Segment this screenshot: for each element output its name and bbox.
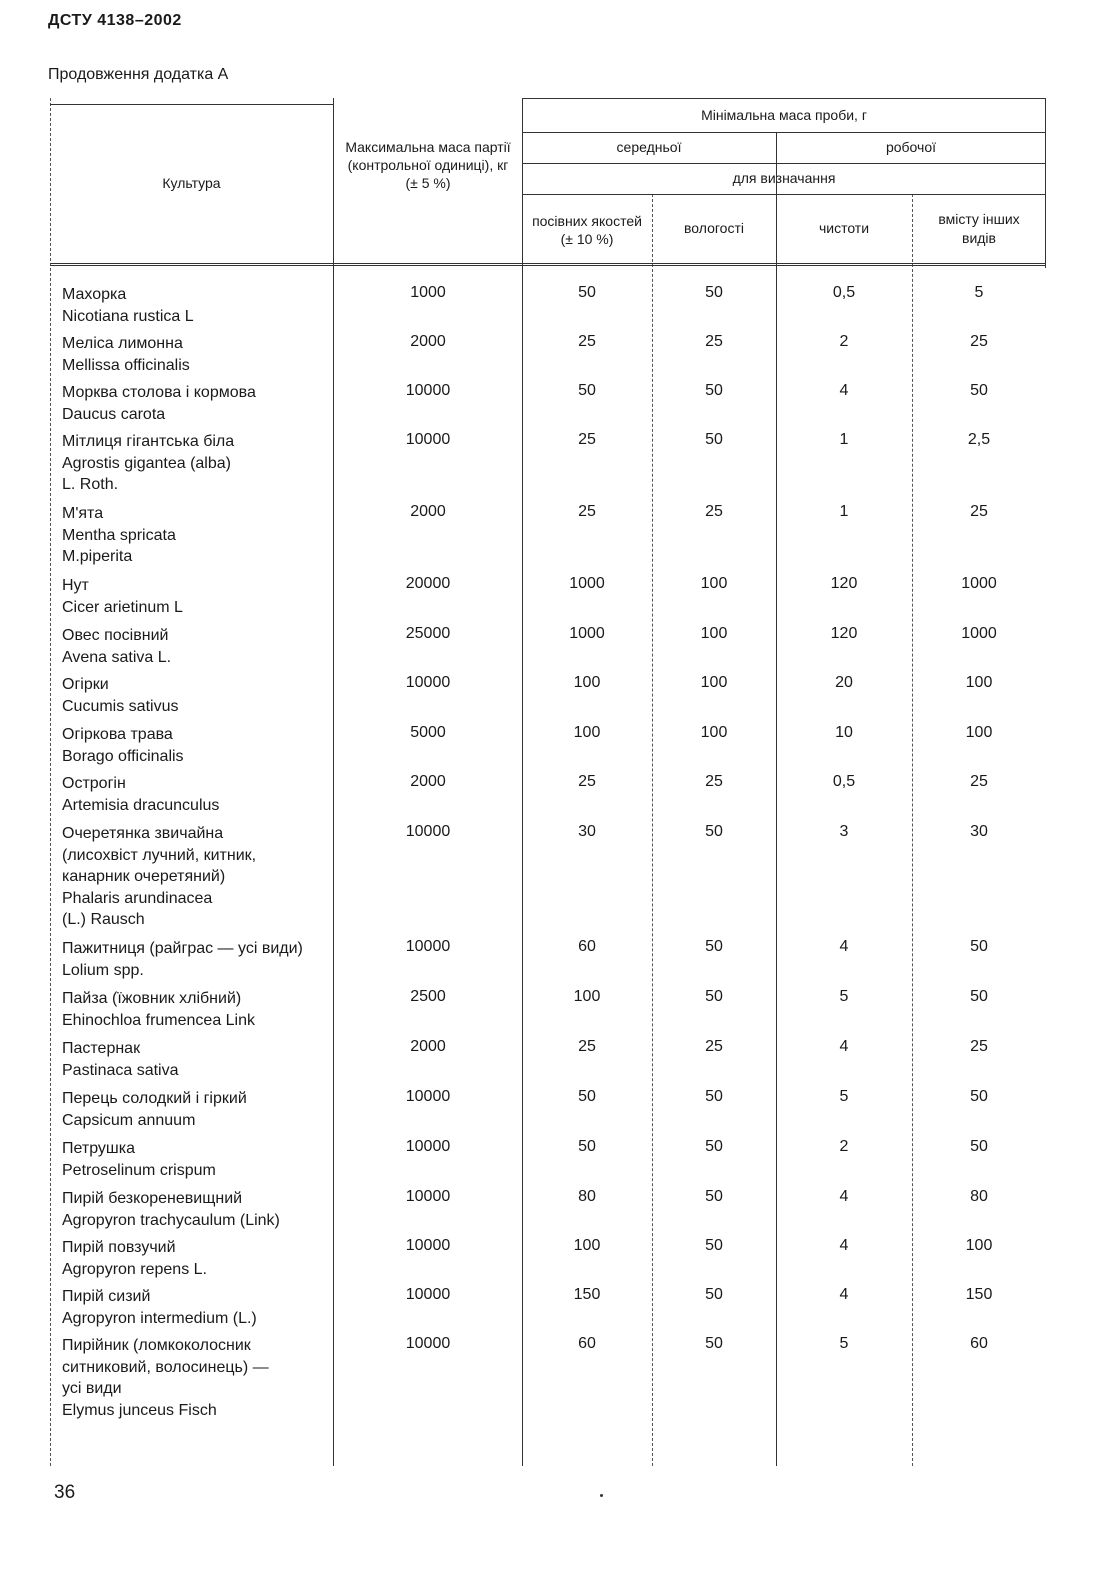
max-mass-cell: 5000: [410, 724, 446, 741]
crop-name-cell: [62, 1088, 332, 1131]
purity-cell: 1: [839, 431, 849, 448]
crop-name-line: Nicotiana rustica L: [62, 307, 194, 325]
moisture-cell: 25: [705, 1038, 723, 1055]
document-code: ДСТУ 4138–2002: [48, 12, 182, 29]
page-number: 36: [54, 1482, 76, 1503]
sowing-cell: 60: [578, 938, 596, 955]
crop-name: Пайза (їжовник хлібний): [62, 990, 242, 1007]
purity-cell: 5: [839, 1088, 849, 1105]
table-row: [50, 565, 1046, 615]
header-sowing: посівних якостей (± 10 %): [532, 212, 642, 247]
crop-name-cell: [62, 823, 332, 931]
sowing-cell: 25: [578, 1038, 596, 1055]
max-mass-cell: 10000: [405, 1138, 451, 1155]
other-species-cell: 100: [965, 674, 993, 691]
moisture-cell: 50: [705, 382, 723, 399]
crop-name: Морква столова і кормова: [62, 384, 256, 401]
crop-name-cell: [62, 625, 332, 668]
crop-name-line: усі види: [62, 1380, 122, 1397]
moisture-cell: 100: [700, 625, 728, 642]
sowing-cell: 100: [573, 674, 601, 691]
sowing-cell: 25: [578, 333, 596, 350]
crop-name-line: Artemisia dracunculus: [62, 796, 220, 814]
moisture-cell: 100: [700, 575, 728, 592]
max-mass-cell: 10000: [405, 1286, 451, 1303]
scan-dot: [600, 1494, 603, 1497]
header-min-mass: Мінімальна маса проби, г: [701, 106, 867, 123]
crop-name: Острогін: [62, 775, 126, 792]
continuation-title: Продовження додатка А: [48, 66, 229, 83]
sowing-cell: 50: [578, 284, 596, 301]
crop-name-line: Pastinaca sativa: [62, 1061, 179, 1079]
crop-name: Петрушка: [62, 1140, 135, 1157]
crop-name: Перець солодкий і гіркий: [62, 1090, 247, 1107]
crop-name: Овес посівний: [62, 627, 169, 644]
crop-name-cell: [62, 431, 332, 496]
sowing-cell: 50: [578, 382, 596, 399]
other-species-cell: 25: [970, 333, 988, 350]
crop-name: Махорка: [62, 286, 127, 303]
crop-name-cell: [62, 773, 332, 816]
table-row: [50, 813, 1046, 928]
table-body: [50, 274, 1046, 1419]
purity-cell: 120: [830, 575, 858, 592]
moisture-cell: 50: [705, 823, 723, 840]
other-species-cell: 50: [970, 938, 988, 955]
crop-name-line: Agropyron trachycaulum (Link): [62, 1211, 280, 1229]
max-mass-cell: 20000: [405, 575, 451, 592]
crop-name: М'ята: [62, 505, 104, 522]
sowing-cell: 100: [573, 724, 601, 741]
moisture-cell: 50: [705, 1188, 723, 1205]
table-row: [50, 714, 1046, 763]
crop-name-cell: [62, 284, 332, 327]
crop-name-cell: [62, 1286, 332, 1329]
crop-name-cell: [62, 1138, 332, 1181]
crop-name-line: Lolium spp.: [62, 961, 144, 979]
other-species-cell: 100: [965, 724, 993, 741]
crop-name: Пажитниця (райграс — усі види): [62, 940, 303, 957]
table-row: [50, 274, 1046, 323]
other-species-cell: 50: [970, 1138, 988, 1155]
moisture-cell: 25: [705, 503, 723, 520]
max-mass-cell: 10000: [405, 1188, 451, 1205]
header-moisture: вологості: [684, 220, 744, 237]
sowing-cell: 30: [578, 823, 596, 840]
crop-name: Пирій безкореневищний: [62, 1190, 243, 1207]
sowing-cell: 25: [578, 503, 596, 520]
crop-name-cell: [62, 938, 332, 981]
crop-name-cell: [62, 382, 332, 425]
crop-name-line: канарник очеретяний): [62, 868, 226, 885]
crop-name-cell: [62, 333, 332, 376]
header-determination: для визначання: [732, 170, 836, 187]
table-row: [50, 763, 1046, 813]
table-row: [50, 1028, 1046, 1078]
other-species-cell: 60: [970, 1335, 988, 1352]
header-bottom-rule: [50, 263, 1046, 266]
sowing-cell: 1000: [569, 625, 605, 642]
max-mass-cell: 10000: [405, 1335, 451, 1352]
sowing-cell: 50: [578, 1088, 596, 1105]
crop-name: Огірки: [62, 676, 109, 693]
max-mass-cell: 25000: [405, 625, 451, 642]
sowing-cell: 100: [573, 988, 601, 1005]
table-row: [50, 664, 1046, 714]
crop-name-line: (лисохвіст лучний, китник,: [62, 846, 257, 864]
crop-name-line: L. Roth.: [62, 476, 119, 493]
crop-name-cell: [62, 1237, 332, 1280]
table-row: [50, 421, 1046, 493]
crop-name-line: Cicer arietinum L: [62, 598, 183, 616]
max-mass-cell: 2500: [410, 988, 446, 1005]
moisture-cell: 50: [705, 1335, 723, 1352]
sowing-cell: 150: [573, 1286, 601, 1303]
purity-cell: 20: [835, 674, 853, 691]
crop-name-cell: [62, 1335, 332, 1421]
crop-name-line: Ehinochloa frumencea Link: [62, 1011, 256, 1029]
purity-cell: 4: [839, 1237, 849, 1254]
sowing-cell: 60: [578, 1335, 596, 1352]
purity-cell: 120: [830, 625, 858, 642]
crop-name: Мітлиця гігантська біла: [62, 433, 235, 450]
crop-name-line: Capsicum annuum: [62, 1111, 196, 1129]
purity-cell: 0,5: [832, 284, 856, 301]
other-species-cell: 5: [974, 284, 984, 301]
moisture-cell: 100: [700, 674, 728, 691]
crop-name: Нут: [62, 577, 89, 594]
table-row: [50, 493, 1046, 565]
header-max-mass: Максимальна маса партії (контрольної одиниці), кг (± 5 %): [345, 139, 511, 192]
max-mass-cell: 10000: [405, 938, 451, 955]
moisture-cell: 50: [705, 988, 723, 1005]
crop-name-line: Avena sativa L.: [62, 648, 172, 666]
header-crop: Культура: [162, 175, 221, 192]
other-species-cell: 100: [965, 1237, 993, 1254]
crop-name-cell: [62, 988, 332, 1031]
crop-name-line: ситниковий, волосинець) —: [62, 1358, 269, 1376]
crop-name-cell: [62, 503, 332, 568]
crop-name-line: Elymus junceus Fisch: [62, 1401, 217, 1419]
other-species-cell: 2,5: [967, 431, 991, 448]
purity-cell: 0,5: [832, 773, 856, 790]
moisture-cell: 25: [705, 333, 723, 350]
purity-cell: 2: [839, 1138, 849, 1155]
purity-cell: 4: [839, 1188, 849, 1205]
moisture-cell: 50: [705, 1138, 723, 1155]
crop-name-line: Agropyron repens L.: [62, 1260, 207, 1278]
sample-mass-table: [50, 98, 1046, 1466]
other-species-cell: 1000: [961, 575, 997, 592]
crop-name-line: Agrostis gigantea (alba): [62, 454, 231, 472]
other-species-cell: 25: [970, 1038, 988, 1055]
moisture-cell: 50: [705, 284, 723, 301]
max-mass-cell: 2000: [410, 1038, 446, 1055]
purity-cell: 5: [839, 1335, 849, 1352]
crop-name: Пирій сизий: [62, 1288, 151, 1305]
max-mass-cell: 2000: [410, 333, 446, 350]
crop-name-cell: [62, 724, 332, 767]
max-mass-cell: 10000: [405, 431, 451, 448]
sowing-cell: 80: [578, 1188, 596, 1205]
purity-cell: 4: [839, 1038, 849, 1055]
other-species-cell: 25: [970, 503, 988, 520]
crop-name-line: M.piperita: [62, 548, 133, 565]
moisture-cell: 25: [705, 773, 723, 790]
other-species-cell: 80: [970, 1188, 988, 1205]
sowing-cell: 50: [578, 1138, 596, 1155]
other-species-cell: 50: [970, 1088, 988, 1105]
max-mass-cell: 2000: [410, 503, 446, 520]
crop-name-cell: [62, 1038, 332, 1081]
crop-name: Меліса лимонна: [62, 335, 183, 352]
table-row: [50, 1178, 1046, 1227]
crop-name-cell: [62, 575, 332, 618]
crop-name-line: (L.) Rausch: [62, 911, 145, 928]
header-other-species: вмісту інших видів: [938, 211, 1020, 246]
crop-name: Пастернак: [62, 1040, 141, 1057]
max-mass-cell: 10000: [405, 823, 451, 840]
max-mass-cell: 10000: [405, 674, 451, 691]
table-row: [50, 978, 1046, 1028]
other-species-cell: 150: [965, 1286, 993, 1303]
crop-name: Пирій повзучий: [62, 1239, 176, 1256]
crop-name-line: Agropyron intermedium (L.): [62, 1309, 257, 1327]
purity-cell: 5: [839, 988, 849, 1005]
moisture-cell: 50: [705, 431, 723, 448]
max-mass-cell: 2000: [410, 773, 446, 790]
other-species-cell: 30: [970, 823, 988, 840]
sowing-cell: 1000: [569, 575, 605, 592]
crop-name-line: Petroselinum crispum: [62, 1161, 216, 1179]
purity-cell: 3: [839, 823, 849, 840]
other-species-cell: 50: [970, 382, 988, 399]
table-row: [50, 1325, 1046, 1419]
purity-cell: 4: [839, 1286, 849, 1303]
other-species-cell: 1000: [961, 625, 997, 642]
crop-name-line: Phalaris arundinacea: [62, 889, 213, 907]
header-average: середньої: [616, 139, 682, 156]
header-purity: чистоти: [818, 220, 870, 237]
moisture-cell: 50: [705, 1088, 723, 1105]
moisture-cell: 50: [705, 1237, 723, 1254]
crop-name-cell: [62, 1188, 332, 1231]
table-row: [50, 1078, 1046, 1128]
sowing-cell: 100: [573, 1237, 601, 1254]
crop-name: Пирійник (ломкоколосник: [62, 1337, 251, 1354]
purity-cell: 2: [839, 333, 849, 350]
crop-name-line: Daucus carota: [62, 405, 166, 423]
purity-cell: 4: [839, 382, 849, 399]
max-mass-cell: 10000: [405, 1088, 451, 1105]
other-species-cell: 25: [970, 773, 988, 790]
other-species-cell: 50: [970, 988, 988, 1005]
crop-name-line: Borago officinalis: [62, 747, 184, 765]
purity-cell: 1: [839, 503, 849, 520]
table-row: [50, 1276, 1046, 1325]
crop-name: Огіркова трава: [62, 726, 173, 743]
sowing-cell: 25: [578, 773, 596, 790]
crop-name-line: Mellissa officinalis: [62, 356, 190, 374]
crop-name-line: Mentha spricata: [62, 526, 176, 544]
sowing-cell: 25: [578, 431, 596, 448]
crop-name-line: Cucumis sativus: [62, 697, 179, 715]
max-mass-cell: 1000: [410, 284, 446, 301]
moisture-cell: 50: [705, 1286, 723, 1303]
table-row: [50, 372, 1046, 421]
moisture-cell: 100: [700, 724, 728, 741]
crop-name-cell: [62, 674, 332, 717]
purity-cell: 4: [839, 938, 849, 955]
table-row: [50, 615, 1046, 664]
max-mass-cell: 10000: [405, 382, 451, 399]
table-row: [50, 928, 1046, 978]
purity-cell: 10: [835, 724, 853, 741]
crop-name: Очеретянка звичайна: [62, 825, 224, 842]
max-mass-cell: 10000: [405, 1237, 451, 1254]
header-working: робочої: [885, 139, 937, 156]
table-row: [50, 1128, 1046, 1178]
moisture-cell: 50: [705, 938, 723, 955]
table-row: [50, 323, 1046, 372]
table-row: [50, 1227, 1046, 1276]
